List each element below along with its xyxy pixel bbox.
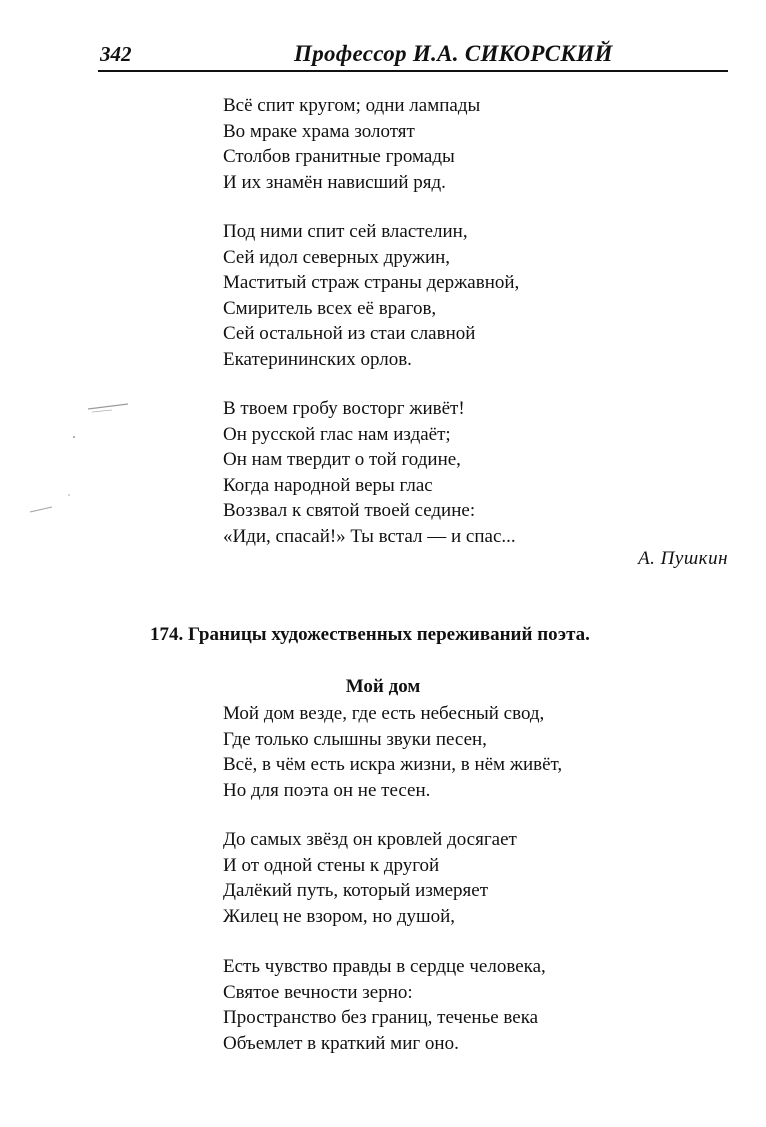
poem-line: Сей идол северных дружин, xyxy=(223,246,451,268)
scan-mark xyxy=(68,494,70,496)
poem2-stanza-1 xyxy=(223,701,562,803)
poem1-stanza-3 xyxy=(223,396,516,550)
poem-line: Святое вечности зерно: xyxy=(223,981,413,1003)
poem1-stanza-2 xyxy=(223,219,519,373)
poem-line: Столбов гранитные громады xyxy=(223,146,455,168)
poem-line: Воззвал к святой твоей седине: xyxy=(223,500,476,522)
scan-mark xyxy=(73,436,75,438)
page-number: 342 xyxy=(100,42,132,66)
poem2-stanza-3 xyxy=(223,954,546,1056)
scan-mark xyxy=(30,507,52,512)
running-head: Профессор И.А. СИКОРСКИЙ xyxy=(294,41,613,66)
scan-marks xyxy=(0,0,140,530)
poem-line: Когда народной веры глас xyxy=(223,474,433,496)
poem-line: Во мраке храма золотят xyxy=(223,120,415,142)
poem-line: Жилец не взором, но душой, xyxy=(223,905,456,927)
poem-line: Объемлет в краткий миг оно. xyxy=(223,1032,459,1054)
poem-title: Мой дом xyxy=(345,676,421,697)
poem-line: Где только слышны звуки песен, xyxy=(223,728,487,750)
poem-line: До самых звёзд он кровлей досягает xyxy=(223,829,517,850)
section-heading: 174. Границы художественных переживаний поэта. xyxy=(150,624,590,645)
poem2-stanza-2 xyxy=(223,827,517,929)
poem-line: Есть чувство правды в сердце человека, xyxy=(223,956,546,977)
poem-line: Смиритель всех её врагов, xyxy=(223,297,437,319)
poem-line: Под ними спит сей властелин, xyxy=(223,221,468,242)
poem-line: Екатерининских орлов. xyxy=(223,348,412,370)
poem1-stanza-1 xyxy=(223,93,480,195)
scan-mark xyxy=(88,404,128,409)
scan-mark xyxy=(92,410,112,412)
poem-line: Далёкий путь, который измеряет xyxy=(223,880,489,902)
poem-line: В твоем гробу восторг живёт! xyxy=(223,398,465,419)
page-header xyxy=(98,38,728,72)
poem-line: Пространство без границ, теченье века xyxy=(223,1007,539,1029)
poem-line: Но для поэта он не тесен. xyxy=(223,779,431,801)
poem-line: Он нам твердит о той године, xyxy=(223,449,461,471)
poem-line: И их знамён нависший ряд. xyxy=(223,171,446,193)
header-rule xyxy=(98,70,728,72)
poem-line: Всё спит кругом; одни лампады xyxy=(223,95,481,116)
poem-author: А. Пушкин xyxy=(638,548,728,569)
poem-line: Всё, в чём есть искра жизни, в нём живёт, xyxy=(223,754,563,776)
poem-line: «Иди, спасай!» Ты встал — и спас... xyxy=(223,525,516,547)
poem-line: И от одной стены к другой xyxy=(223,854,440,876)
poem-line: Мой дом везде, где есть небесный свод, xyxy=(223,703,545,724)
poem-line: Сей остальной из стаи славной xyxy=(223,323,476,345)
poem-line: Маститый страж страны державной, xyxy=(223,272,520,294)
poem-line: Он русской глас нам издаёт; xyxy=(223,423,451,445)
